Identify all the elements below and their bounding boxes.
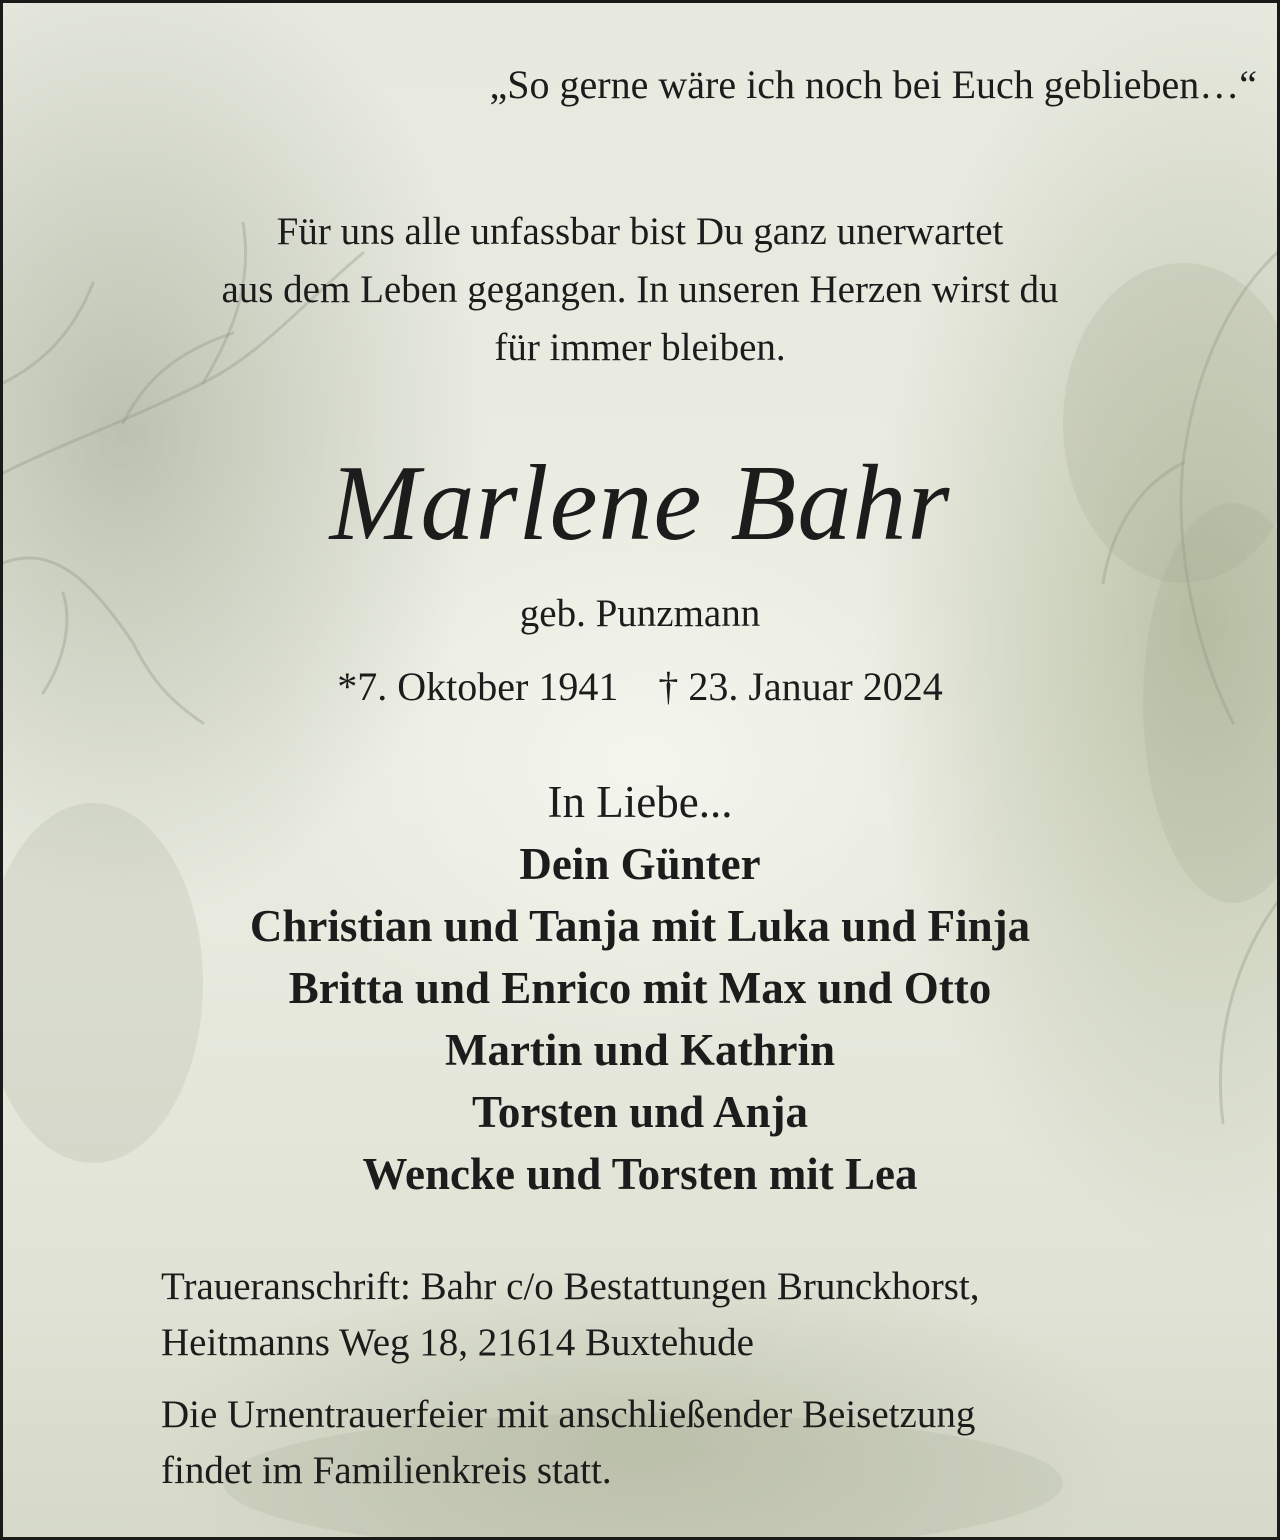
mourner-line: Martin und Kathrin	[444, 1025, 836, 1075]
ceremony-notice	[161, 1387, 975, 1499]
mourning-address	[161, 1259, 979, 1371]
intro-text	[3, 203, 1277, 377]
deceased-name: Marlene Bahr	[329, 444, 951, 563]
death-date: † 23. Januar 2024	[658, 664, 943, 709]
address-line: Traueranschrift: Bahr c/o Bestattungen Brunckhorst,	[161, 1265, 980, 1308]
birth-date: *7. Oktober 1941	[337, 664, 619, 709]
life-dates	[3, 663, 1277, 710]
mourners-intro: In Liebe...	[547, 777, 733, 827]
address-line: Heitmanns Weg 18, 21614 Buxtehude	[161, 1321, 754, 1364]
mourner-line: Britta und Enrico mit Max und Otto	[288, 963, 992, 1013]
mourner-line: Christian und Tanja mit Luka und Finja	[249, 901, 1031, 951]
mourners-list	[3, 833, 1277, 1205]
intro-line: aus dem Leben gegangen. In unseren Herzen wirst du	[221, 268, 1059, 311]
ceremony-line: findet im Familienkreis statt.	[161, 1449, 612, 1492]
quote: „So gerne wäre ich noch bei Euch geblieben…“	[489, 62, 1257, 107]
intro-line: für immer bleiben.	[494, 326, 786, 369]
mourner-line: Torsten und Anja	[472, 1087, 808, 1137]
birth-name: geb. Punzmann	[519, 592, 761, 635]
intro-line: Für uns alle unfassbar bist Du ganz unerwartet	[276, 210, 1004, 253]
mourner-line: Dein Günter	[519, 839, 761, 889]
mourner-line: Wencke und Torsten mit Lea	[362, 1149, 918, 1199]
ceremony-line: Die Urnentrauerfeier mit anschließender Beisetzung	[161, 1393, 976, 1436]
